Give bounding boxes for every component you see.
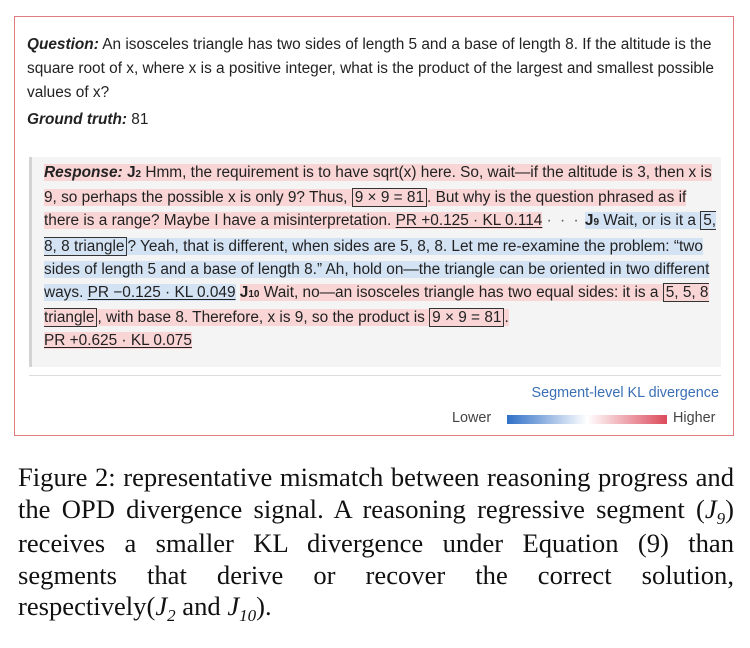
- segment-j10-boxed-answer: 9 × 9 = 81: [429, 308, 504, 327]
- segment-j10-text-c: .: [504, 309, 509, 327]
- legend-title: Segment-level KL divergence: [531, 385, 719, 401]
- segment-j10-text-b: , with base 8. Therefore, x is 9, so the product is: [97, 309, 425, 327]
- caption-j2: $J_2$: [155, 591, 176, 625]
- caption-and: and: [175, 591, 228, 621]
- caption-j10: $J_{10}$: [227, 591, 257, 625]
- response-text: [44, 161, 720, 353]
- segment-j2-text-b: . But why is the question phrased as if there is a range? Maybe I have a misinterpretation.: [44, 189, 687, 230]
- segment-tag-j2: J2: [126, 164, 142, 181]
- segment-j9-text-b: ? Yeah, that is different, when sides are 5, 8, 8. Let me re-examine the problem: “two sides of length 5 and a base of length 8.” Ah, hold on—the triangle can be oriented in two different ways.: [44, 237, 710, 302]
- legend-divider: [29, 375, 721, 376]
- segment-j10-boxed-text: 5, 5, 8 triangle: [44, 284, 709, 327]
- legend-color-bar: [507, 415, 667, 424]
- question-text: An isosceles triangle has two sides of length 5 and a base of length 8. If the altitude is the square root of x, where x is a positive integer, what is the product of the largest and smallest possible values of x?: [27, 36, 714, 101]
- ground-truth-value: 81: [131, 111, 149, 128]
- question-block: [27, 33, 717, 105]
- caption-j9: $J_9$: [704, 493, 726, 528]
- ground-truth-label: Ground truth:: [27, 111, 128, 128]
- ground-truth-block: [27, 109, 148, 131]
- segment-j9-metric: PR −0.125 · KL 0.049: [87, 284, 236, 302]
- segment-j9-boxed-text: 5, 8, 8 triangle: [44, 212, 717, 255]
- caption-mid: ) receives a smaller KL divergence under Equation (9) than segments that derive or recover the correct solution, respectively(: [18, 493, 734, 621]
- segment-j2-text-a: Hmm, the requirement is to have sqrt(x) here. So, wait—if the altitude is 3, then x is 9, so perhaps the possible x is only 9? Thus,: [44, 164, 712, 207]
- figure-caption: [18, 462, 734, 626]
- ellipsis: · · ·: [546, 212, 581, 230]
- figure-panel: [14, 16, 734, 436]
- segment-j2-metric: PR +0.125 · KL 0.114: [395, 212, 543, 230]
- response-label: Response:: [44, 164, 123, 181]
- segment-j9-text-a: Wait, or is it a: [603, 212, 696, 230]
- segment-j2-boxed-answer: 9 × 9 = 81: [352, 188, 427, 207]
- caption-suffix: ).: [256, 591, 272, 621]
- caption-prefix: Figure 2: representative mismatch between reasoning progress and the OPD divergence signal. A reasoning regressive segment (: [18, 462, 734, 524]
- segment-j10-metric: PR +0.625 · KL 0.075: [44, 332, 192, 350]
- response-block: [29, 157, 721, 367]
- question-label: Question:: [27, 36, 99, 53]
- segment-tag-j10: J10: [239, 284, 260, 302]
- legend-high-label: Higher: [673, 410, 716, 426]
- legend-low-label: Lower: [452, 410, 492, 426]
- segment-tag-j9: J9: [584, 212, 599, 230]
- segment-j10-text-a: Wait, no—an isosceles triangle has two equal sides: it is a: [263, 284, 659, 302]
